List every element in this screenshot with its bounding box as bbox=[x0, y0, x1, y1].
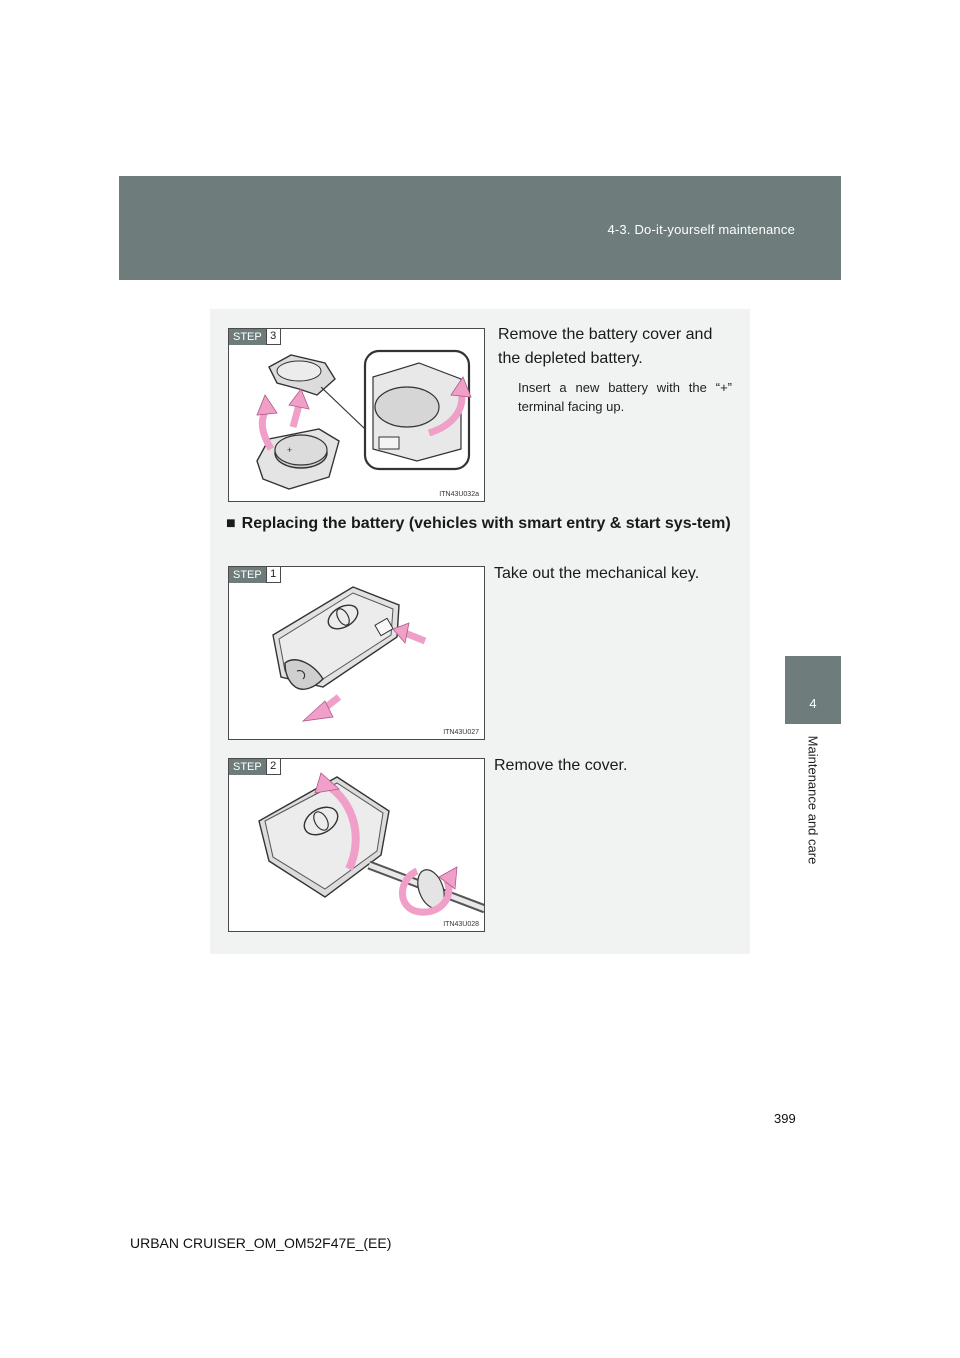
step-word: STEP bbox=[229, 329, 266, 345]
step3-figure bbox=[228, 328, 485, 502]
page-number: 399 bbox=[774, 1111, 796, 1126]
step-word: STEP bbox=[229, 567, 266, 583]
step-word: STEP bbox=[229, 759, 266, 775]
chapter-tab[interactable] bbox=[785, 656, 841, 724]
svg-text:+: + bbox=[287, 445, 293, 455]
bullet-square-icon: ■ bbox=[226, 515, 236, 532]
chapter-number: 4 bbox=[809, 696, 817, 711]
step-label bbox=[229, 567, 281, 583]
figure-code: ITN43U028 bbox=[443, 921, 479, 928]
step-number: 1 bbox=[266, 567, 281, 583]
section-subheading bbox=[226, 511, 736, 536]
mechanical-key-illustration bbox=[229, 567, 485, 740]
step3-note: Insert a new battery with the “+” terminal facing up. bbox=[518, 380, 732, 414]
step1-instruction: Take out the mechanical key. bbox=[494, 565, 700, 582]
step-label bbox=[229, 759, 281, 775]
header-band bbox=[119, 176, 841, 280]
figure-code: ITN43U027 bbox=[443, 729, 479, 736]
remove-cover-illustration bbox=[229, 759, 485, 932]
figure-code: ITN43U032a bbox=[439, 491, 479, 498]
step2-instruction: Remove the cover. bbox=[494, 757, 628, 774]
document-code: URBAN CRUISER_OM_OM52F47E_(EE) bbox=[130, 1235, 392, 1251]
step-number: 3 bbox=[266, 329, 281, 345]
section-title: 4-3. Do-it-yourself maintenance bbox=[607, 222, 795, 237]
step-number: 2 bbox=[266, 759, 281, 775]
subheading-text: Replacing the battery (vehicles with smart entry & start sys-tem) bbox=[241, 515, 731, 532]
battery-cover-illustration bbox=[229, 329, 485, 502]
step3-instruction: Remove the battery cover and the depleted battery. bbox=[498, 326, 713, 367]
step2-figure bbox=[228, 758, 485, 932]
step-label bbox=[229, 329, 281, 345]
chapter-title: Maintenance and care bbox=[805, 735, 821, 865]
step1-figure bbox=[228, 566, 485, 740]
